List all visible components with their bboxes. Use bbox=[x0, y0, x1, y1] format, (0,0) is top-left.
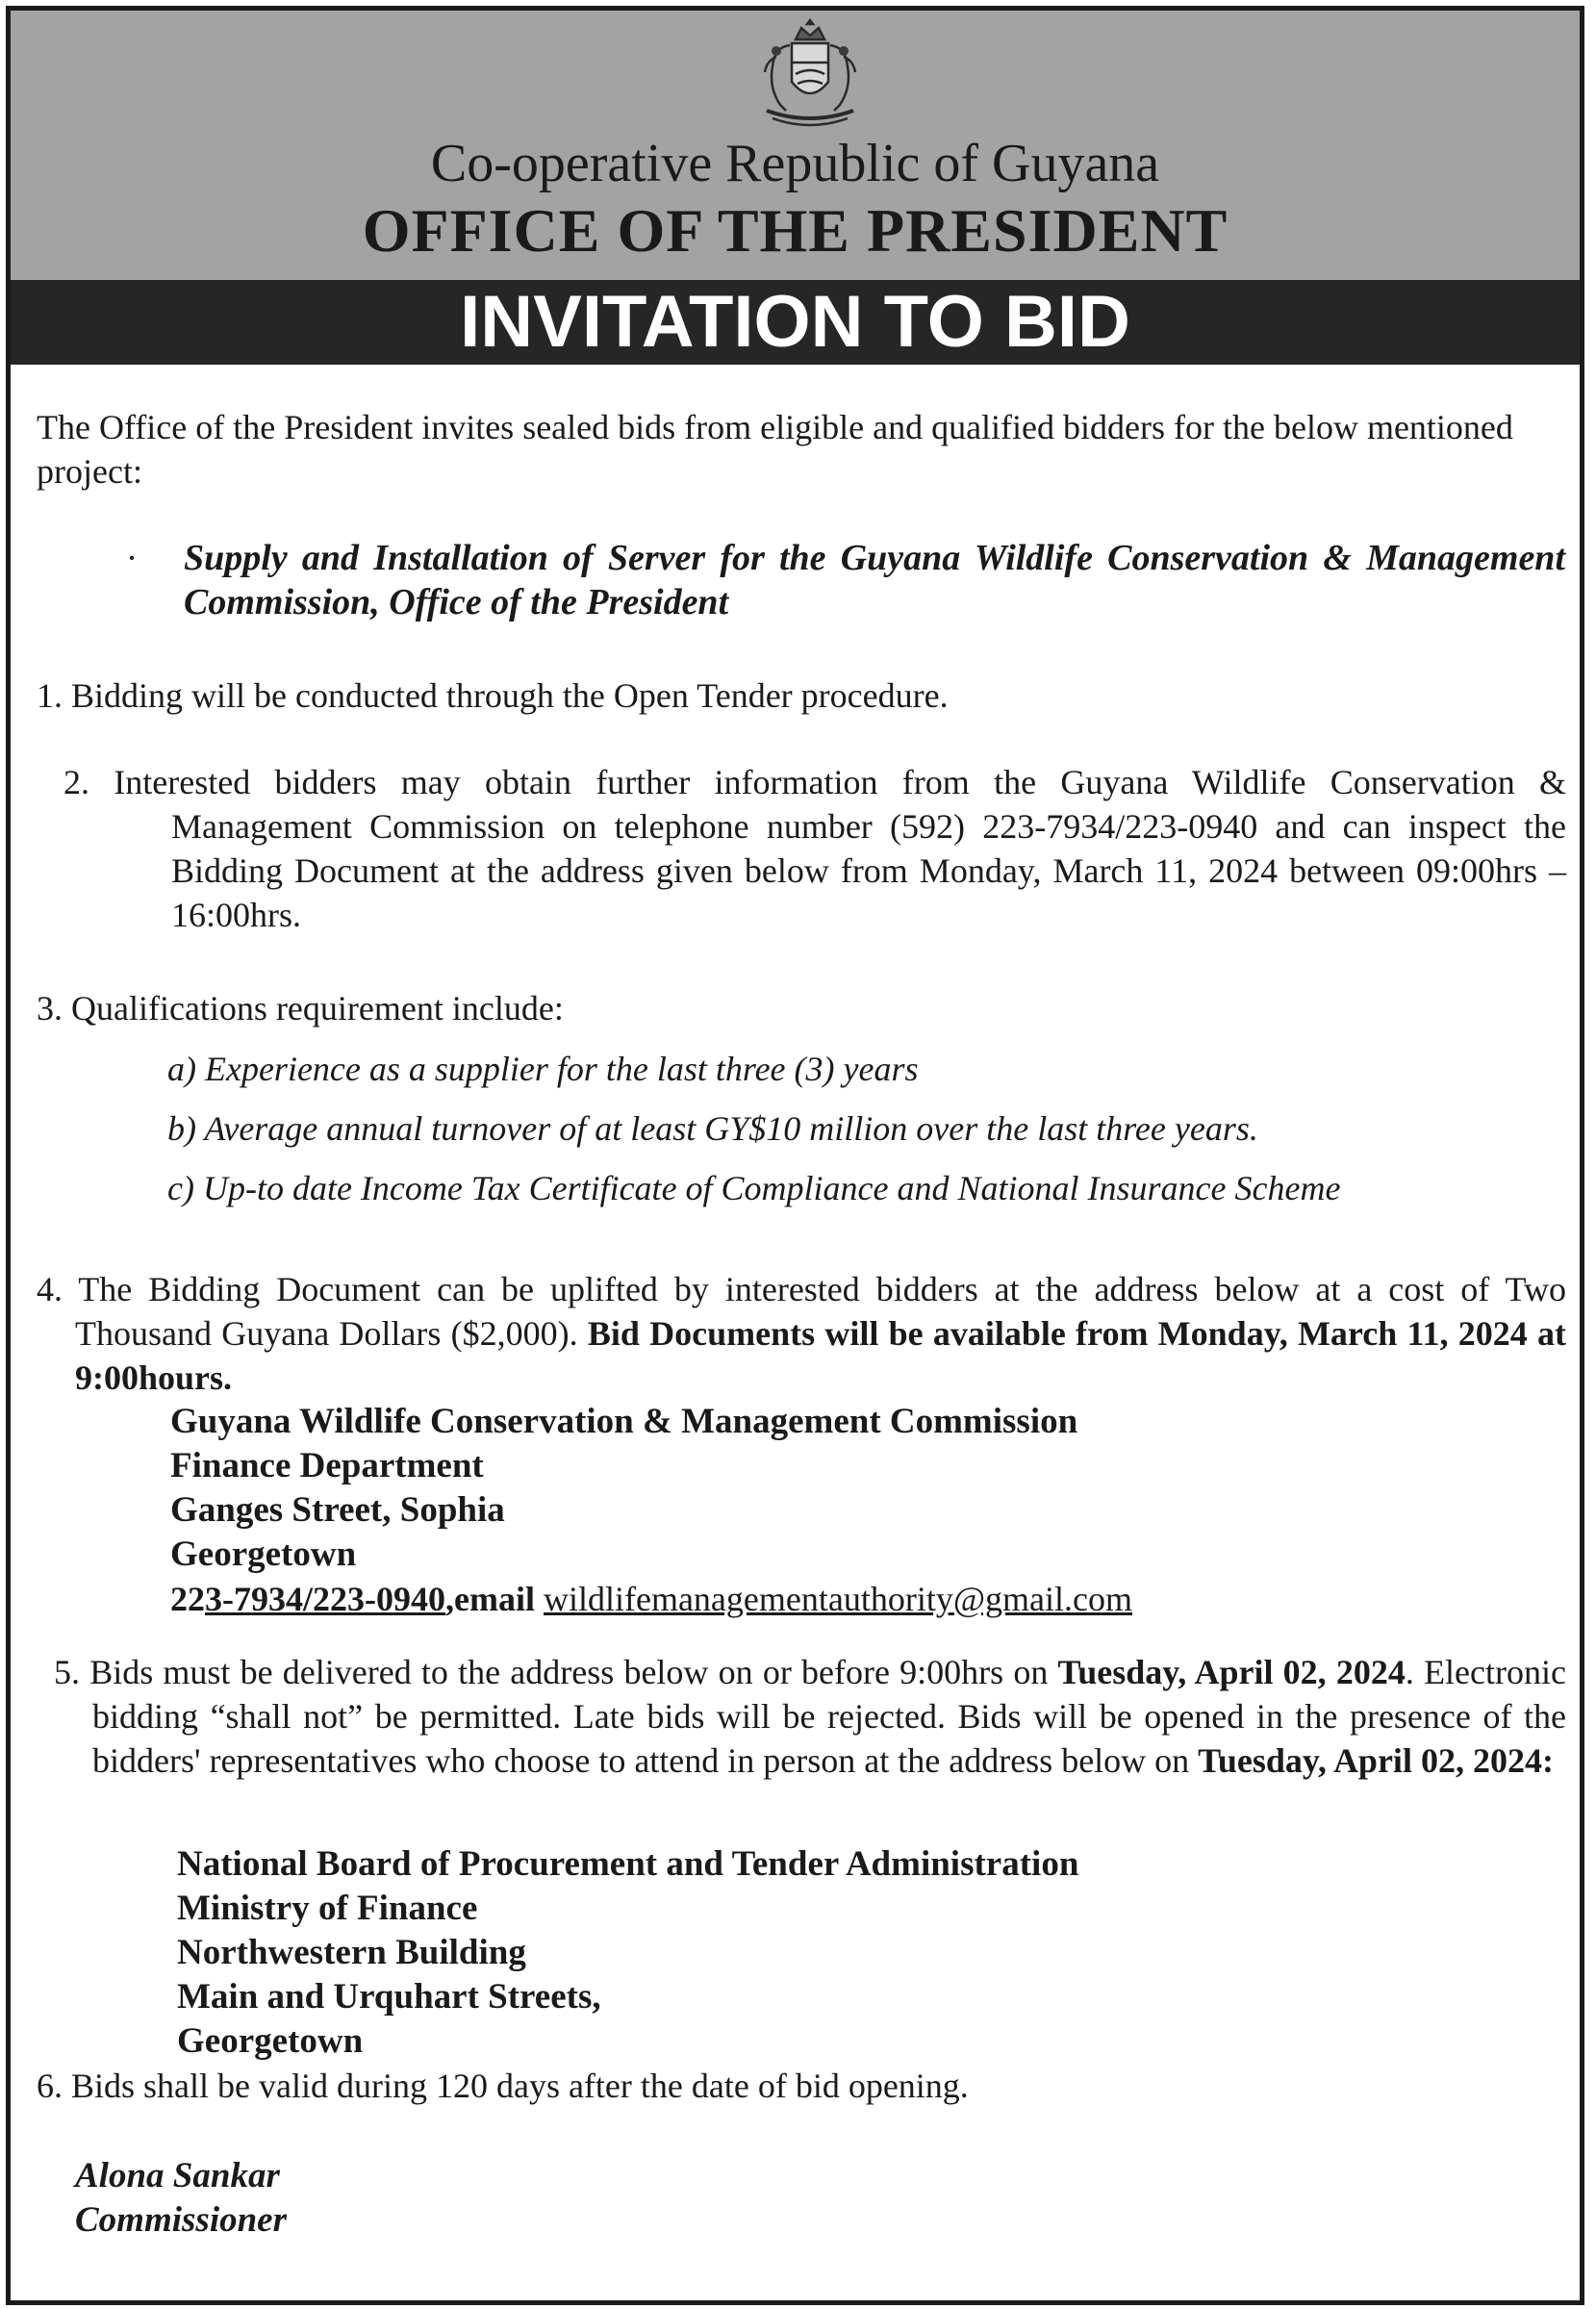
item-5-text-b: . Electronic bidding “shall not” be permitted. Late bids will be rejected. Bids will be opened in the presence of the bidders' representatives who choose to attend in person at the address below on bbox=[92, 1653, 1566, 1780]
page-title: INVITATION TO BID bbox=[460, 281, 1130, 363]
phone-prefix: 22 bbox=[170, 1580, 205, 1618]
item-1: 1. Bidding will be conducted through the Open Tender procedure. bbox=[37, 676, 949, 715]
bullet-dot: · bbox=[126, 539, 138, 577]
header bbox=[11, 11, 1580, 280]
item-4 bbox=[37, 1267, 1566, 1400]
item-6: 6. Bids shall be valid during 120 days after the date of bid opening. bbox=[37, 2067, 969, 2105]
item-5 bbox=[37, 1650, 1566, 1783]
project-title: Supply and Installation of Server for the Guyana Wildlife Conservation & Management Commission, Office of the President bbox=[184, 538, 1565, 622]
email-label: ,email bbox=[444, 1580, 535, 1618]
qualification-c: c) Up-to date Income Tax Certificate of Compliance and National Insurance Scheme bbox=[167, 1169, 1341, 1207]
address-line: Ganges Street, Sophia bbox=[170, 1490, 505, 1530]
signatory-name: Alona Sankar bbox=[75, 2156, 280, 2195]
contact-line bbox=[170, 1577, 1132, 1621]
qualification-a: a) Experience as a supplier for the last three (3) years bbox=[167, 1050, 919, 1088]
venue-line: National Board of Procurement and Tender Administration bbox=[177, 1844, 1079, 1884]
email-link[interactable]: wildlifemanagementauthority@gmail.com bbox=[543, 1580, 1132, 1618]
phone-number: 3-7934/223-0940 bbox=[205, 1580, 445, 1618]
item-5-date-a: Tuesday, April 02, 2024 bbox=[1057, 1653, 1406, 1691]
office-name: OFFICE OF THE PRESIDENT bbox=[362, 196, 1229, 265]
venue-line: Georgetown bbox=[177, 2021, 364, 2061]
venue-line: Northwestern Building bbox=[177, 1933, 526, 1972]
country-name: Co-operative Republic of Guyana bbox=[430, 134, 1160, 193]
venue-line: Main and Urquhart Streets, bbox=[177, 1977, 601, 2017]
item-3-lead: 3. Qualifications requirement include: bbox=[37, 989, 564, 1028]
address-line: Finance Department bbox=[170, 1446, 484, 1485]
title-banner bbox=[11, 280, 1580, 365]
intro-paragraph: The Office of the President invites sealed bids from eligible and qualified bidders for the below mentioned project: bbox=[37, 408, 1513, 491]
notice-body bbox=[11, 365, 1580, 2300]
address-line: Georgetown bbox=[170, 1535, 357, 1574]
item-4-text: 4. The Bidding Document can be uplifted by interested bidders at the address below at a cost of Two Thousand Guyana Dollars ($2,000). bbox=[37, 1270, 1566, 1353]
qualification-b: b) Average annual turnover of at least GY$10 million over the last three years. bbox=[167, 1109, 1258, 1148]
item-2: 2. Interested bidders may obtain further information from the Guyana Wildlife Conservation & Management Commission on telephone number (592) 223-7934/223-0940 and can inspect the Bidding Document at the address given below from Monday, March 11, 2024 between 09:00hrs – 16:00hrs. bbox=[63, 763, 1566, 934]
signatory-title: Commissioner bbox=[75, 2200, 287, 2240]
coat-of-arms-icon bbox=[747, 18, 873, 134]
item-5-text-a: 5. Bids must be delivered to the address below on or before 9:00hrs on bbox=[54, 1653, 1058, 1691]
notice-page bbox=[6, 6, 1584, 2305]
item-4-availability: Bid Documents will be available from Monday, March 11, 2024 at 9:00hours. bbox=[75, 1314, 1566, 1397]
address-line: Guyana Wildlife Conservation & Management Commission bbox=[170, 1402, 1078, 1441]
venue-line: Ministry of Finance bbox=[177, 1889, 478, 1928]
item-5-date-b: Tuesday, April 02, 2024: bbox=[1198, 1741, 1554, 1780]
